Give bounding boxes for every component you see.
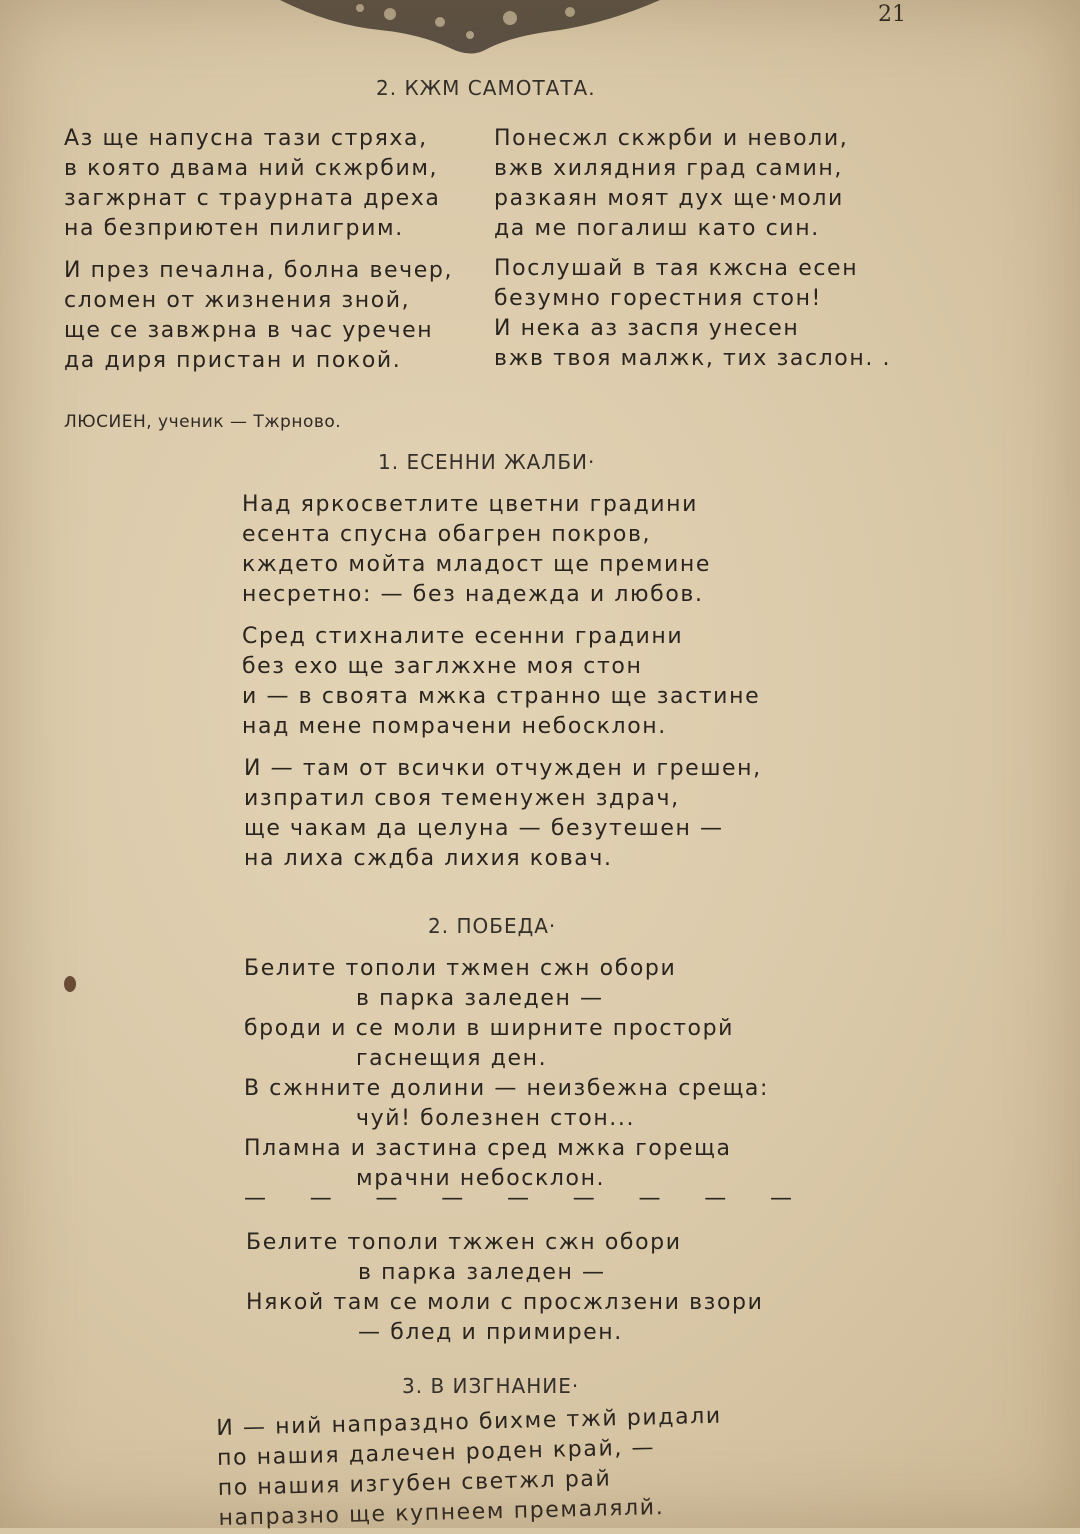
stanza — [244, 754, 762, 874]
poem-line: на лиха сждба лихия ковач. — [244, 846, 613, 871]
poem-line: И нека аз заспя унесен — [494, 316, 800, 341]
poem-line: Послушай в тая кжсна есен — [494, 256, 859, 281]
poem-line: вжв хилядния град самин, — [494, 156, 843, 181]
poem-line: Над яркосветлите цветни градини — [242, 492, 699, 517]
poem-line: кждето мойта младост ще премине — [242, 552, 712, 577]
poem-line: без ехо ще заглжхне моя стон — [242, 654, 643, 679]
poem-title: 2. КЖМ САМОТАТА. — [376, 76, 596, 100]
poem-line: сломен от жизнения зной, — [64, 288, 411, 313]
poem-line: на безприютен пилигрим. — [64, 216, 404, 241]
poem-line: да диря пристан и покой. — [64, 348, 402, 373]
author-signature: ЛЮСИЕН, ученик — Тжрново. — [64, 412, 342, 432]
poem-line: разкаян моят дух ще·моли — [494, 186, 844, 211]
dash: — — [375, 1186, 398, 1211]
stanza — [242, 490, 711, 610]
dash: — — [244, 1186, 266, 1211]
poem-line: ще се завжрна в час уречен — [64, 318, 434, 343]
poem-line: броди и се моли в ширните просторй — [244, 1016, 735, 1041]
stanza — [64, 256, 453, 376]
poem-line: Някой там се моли с просжлзени взори — [246, 1290, 764, 1315]
stanza — [494, 124, 848, 244]
poem-line: И през печална, болна вечер, — [64, 258, 454, 283]
poem-title: 2. ПОБЕДА· — [428, 914, 557, 938]
dash: — — [441, 1186, 464, 1211]
poem-line: В сжнните долини — неизбежна среща: — [244, 1076, 770, 1101]
poem-line: да ме погалиш като син. — [494, 216, 820, 241]
poem-line: И — ний напраздно бихме тжй ридали — [216, 1403, 723, 1441]
dash: — — [572, 1186, 595, 1211]
poem-line: несретно: — без надежда и любов. — [242, 582, 704, 607]
poem-line: мрачни небосклон. — [356, 1166, 606, 1191]
poem-line: загжрнат с траурната дреха — [64, 186, 441, 211]
poem-line: есента спусна обагрен покров, — [242, 522, 652, 547]
stanza — [64, 124, 441, 244]
poem-line: чуй! болезнен стон... — [356, 1106, 636, 1131]
page-number: 21 — [878, 2, 906, 27]
poem-line: — блед и примирен. — [358, 1320, 623, 1345]
poem-line: и — в своята мжка странно ще застине — [242, 684, 761, 709]
dash-separator — [244, 1186, 792, 1216]
poem-line: И — там от всички отчужден и грешен, — [244, 756, 762, 781]
stanza — [246, 1228, 764, 1348]
stanza — [216, 1402, 724, 1534]
stanza — [242, 622, 760, 742]
poem-line: Сред стихналите есенни градини — [242, 624, 684, 649]
poem-line: Пламна и застина сред мжка гореща — [244, 1136, 732, 1161]
stanza — [244, 954, 769, 1194]
stanza — [494, 254, 891, 374]
poem-line: по нашия изгубен светжл рай — [217, 1466, 612, 1501]
dash: — — [309, 1186, 332, 1211]
poem-line: в която двама ний скжрбим, — [64, 156, 439, 181]
poem-line: напразно ще купнеем премалялй. — [218, 1495, 665, 1531]
poem-line: Белите тополи тжжен сжн обори — [246, 1230, 682, 1255]
poem-line: по нашия далечен роден край, — — [216, 1435, 656, 1471]
dash: — — [704, 1186, 727, 1211]
poem-title: 1. ЕСЕННИ ЖАЛБИ· — [378, 450, 596, 474]
poem-line: ще чакам да целуна — безутешен — — [244, 816, 724, 841]
dash: — — [638, 1186, 661, 1211]
poem-line: над мене помрачени небосклон. — [242, 714, 667, 739]
poem-line: изпратил своя теменужен здрач, — [244, 786, 680, 811]
ornament-decoration — [270, 0, 670, 62]
poem-line: вжв твоя малжк, тих заслон. . — [494, 346, 892, 371]
ink-spot — [64, 976, 76, 992]
poem-line: Белите тополи тжмен сжн обори — [244, 956, 677, 981]
poem-line: в парка заледен — — [356, 986, 604, 1011]
poem-line: гаснещия ден. — [356, 1046, 548, 1071]
poem-title: 3. В ИЗГНАНИЕ· — [402, 1374, 580, 1398]
dash: — — [770, 1186, 792, 1211]
dash: — — [507, 1186, 529, 1211]
poem-line: в парка заледен — — [358, 1260, 606, 1285]
poem-line: Понесжл скжрби и неволи, — [494, 126, 849, 151]
poem-line: безумно горестния стон! — [494, 286, 822, 311]
poem-line: Аз ще напусна тази стряха, — [64, 126, 428, 151]
